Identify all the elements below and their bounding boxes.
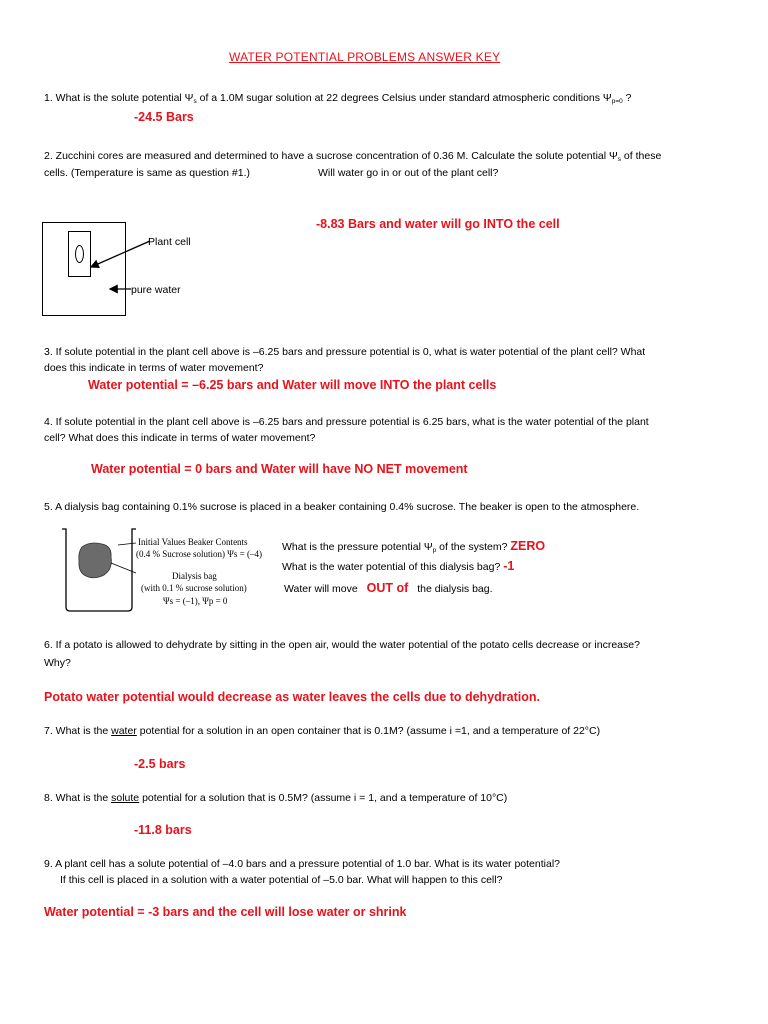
question-6-line-2: Why? xyxy=(44,657,71,669)
answer-6: Potato water potential would decrease as water leaves the cells due to dehydration. xyxy=(44,690,540,704)
answer-7: -2.5 bars xyxy=(134,757,186,771)
figure-label-1: Initial Values Beaker Contents xyxy=(138,537,248,547)
question-5a: What is the pressure potential $\Psi_p$ of the system? ZERO xyxy=(282,539,546,554)
question-2-line-2-followup: Will water go in or out of the plant cell? xyxy=(318,167,499,179)
answer-3: Water potential = –6.25 bars and Water will move INTO the plant cells xyxy=(88,378,497,392)
question-7: 7. What is the water potential for a solution in an open container that is 0.1M? (assume i =1, and a temperature of 22°C) xyxy=(44,725,601,737)
question-3-line-1: 3. If solute potential in the plant cell above is –6.25 bars and pressure potential is 0, what is water potential of the plant cell? What xyxy=(44,346,646,358)
arrow-to-plant-cell xyxy=(91,241,150,267)
answer-5c: OUT of xyxy=(366,581,409,595)
question-5-line-1: 5. A dialysis bag containing 0.1% sucrose is placed in a beaker containing 0.4% sucrose. The beaker is open to the atmosphere. xyxy=(44,501,640,513)
question-9-line-2: If this cell is placed in a solution with a water potential of –5.0 bar. What will happen to this cell? xyxy=(60,874,503,886)
answer-2: -8.83 Bars and water will go INTO the cell xyxy=(316,217,560,231)
answer-4: Water potential = 0 bars and Water will have NO NET movement xyxy=(91,462,468,476)
answer-5a: ZERO xyxy=(510,539,546,553)
question-5c: Water will move OUT of the dialysis bag. xyxy=(284,581,493,595)
answer-1: -24.5 Bars xyxy=(134,110,194,124)
answer-5b: -1 xyxy=(503,559,515,573)
figure-label-2: (0.4 % Sucrose solution) Ψs = (–4) xyxy=(136,549,262,559)
figure-label-5: Ψs = (–1), Ψp = 0 xyxy=(163,596,228,606)
question-9-line-1: 9. A plant cell has a solute potential of –4.0 bars and a pressure potential of 1.0 bar. What is its water potential? xyxy=(44,858,560,870)
question-5b: What is the water potential of this dialysis bag? -1 xyxy=(282,559,515,573)
answer-8: -11.8 bars xyxy=(134,823,192,837)
pure-water-label: pure water xyxy=(131,284,181,296)
question-2-line-1: 2. Zucchini cores are measured and determined to have a sucrose concentration of 0.36 M. Calculate the solute potential $\Psi_s$ of these xyxy=(44,150,662,163)
question-8: 8. What is the solute potential for a solution that is 0.5M? (assume i = 1, and a temperature of 10°C) xyxy=(44,792,508,804)
dialysis-bag-icon xyxy=(79,543,112,578)
question-2-line-2: cells. (Temperature is same as question #1.) xyxy=(44,167,251,179)
question-4-line-1: 4. If solute potential in the plant cell above is –6.25 bars and pressure potential is 6.25 bars, what is the water potential of the plant xyxy=(44,416,649,428)
plant-cell-label: Plant cell xyxy=(148,236,191,248)
figure-label-4: (with 0.1 % sucrose solution) xyxy=(141,583,247,593)
question-4-line-2: cell? What does this indicate in terms of water movement? xyxy=(44,432,316,444)
figure-label-3: Dialysis bag xyxy=(172,571,217,581)
answer-9: Water potential = -3 bars and the cell will lose water or shrink xyxy=(44,905,407,919)
question-6-line-1: 6. If a potato is allowed to dehydrate by sitting in the open air, would the water potential of the potato cells decrease or increase? xyxy=(44,639,640,651)
page-title: WATER POTENTIAL PROBLEMS ANSWER KEY xyxy=(229,50,501,64)
question-1: 1. What is the solute potential $\Psi_s$ of a 1.0M sugar solution at 22 degrees Celsius under standard atmospheric conditions $\Psi_{p=0}$ ? xyxy=(44,92,632,105)
question-3-line-2: does this indicate in terms of water movement? xyxy=(44,362,264,374)
leader-line-beaker xyxy=(118,543,136,545)
